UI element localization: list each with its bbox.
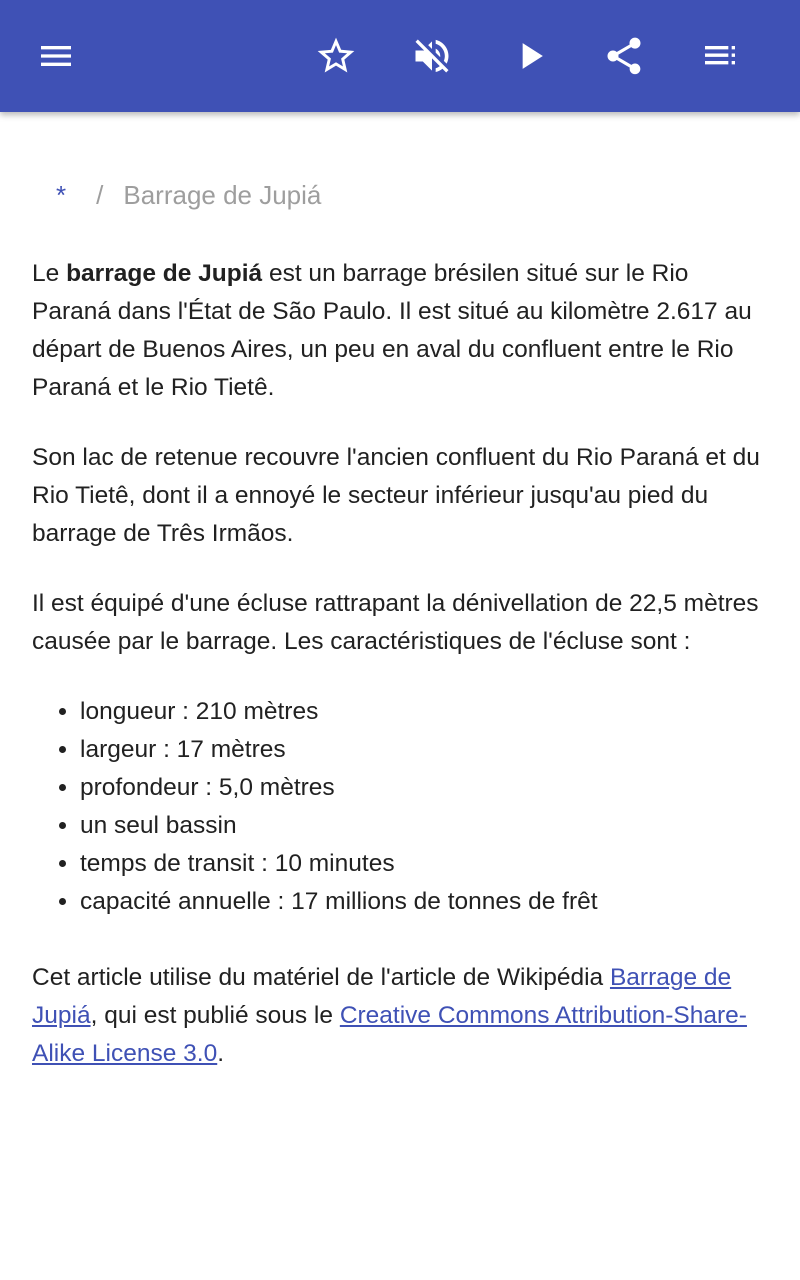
list-item: • un seul bassin [80,807,768,845]
list-item: • capacité annuelle : 17 millions de tonnes de frêt [80,883,768,921]
star-icon [314,34,358,78]
attribution-text: Cet article utilise du matériel de l'article de Wikipédia [32,964,610,991]
article-paragraph-3: Il est équipé d'une écluse rattrapant la dénivellation de 22,5 mètres causée par le barrage. Les caractéristiques de l'écluse sont : [32,590,759,655]
article-content [0,112,800,1280]
app-toolbar [0,0,800,112]
license-link[interactable]: Creative Commons Attribution-Share-Alike License 3.0 [32,1002,747,1067]
share-button[interactable] [596,28,652,84]
playlist-icon [700,36,740,76]
play-button[interactable] [502,28,558,84]
hamburger-menu-icon [36,36,76,76]
mute-button[interactable] [404,28,460,84]
play-icon [508,34,552,78]
breadcrumb-separator: / [96,180,104,210]
article-paragraph-1 [32,255,768,407]
favorite-button[interactable] [308,28,364,84]
attribution-paragraph [32,959,768,1073]
attribution-text: . [217,1040,225,1067]
breadcrumb-home-link[interactable]: * [56,180,67,210]
playlist-button[interactable] [692,28,748,84]
breadcrumb [56,180,321,211]
list-item: • temps de transit : 10 minutes [80,845,768,883]
paragraph-text: est un barrage brésilen situé sur le Rio Paraná dans l'État de São Paulo. Il est situé au kilomètre 2.617 au départ de Buenos Aires, un peu en aval du confluent entre le Rio Paraná et le Rio Tietê. [32,260,752,401]
lock-characteristics-list [32,693,768,921]
list-item: • largeur : 17 mètres [80,731,768,769]
menu-button[interactable] [28,28,84,84]
wikipedia-article-link[interactable]: Barrage de Jupiá [32,964,732,1029]
attribution-text: , qui est publié sous le [90,1002,340,1029]
paragraph-text: Le [32,260,67,287]
volume-off-icon [410,34,454,78]
article-body [32,255,768,1105]
list-item: • longueur : 210 mètres [80,693,768,731]
list-item: • profondeur : 5,0 mètres [80,769,768,807]
breadcrumb-current: Barrage de Jupiá [123,180,322,210]
article-subject: barrage de Jupiá [66,260,263,287]
share-icon [602,34,646,78]
article-paragraph-2: Son lac de retenue recouvre l'ancien confluent du Rio Paraná et du Rio Tietê, dont il a ennoyé le secteur inférieur jusqu'au pied du barrage de Três Irmãos. [32,444,760,547]
